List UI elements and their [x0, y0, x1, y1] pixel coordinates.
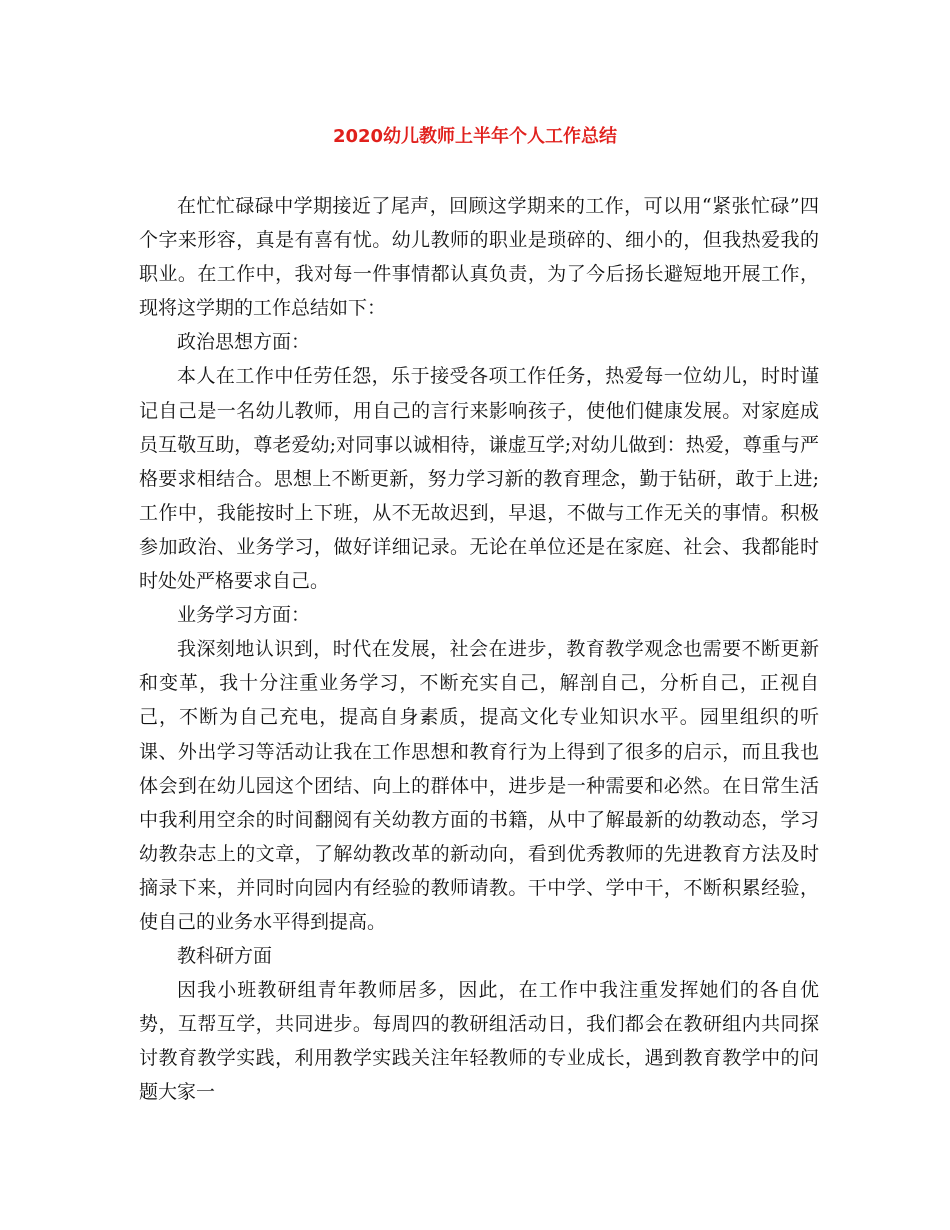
paragraph-professional-study: 我深刻地认识到，时代在发展，社会在进步，教育教学观念也需要不断更新和变革，我十分注重业务学习，不断充实自己，解剖自己，分析自己，正视自己，不断为自己充电，提高自身素质，提高文化专业知识水平。园里组织的听课、外出学习等活动让我在工作思想和教育行为上得到了很多的启示，而且我也体会到在幼儿园这个团结、向上的群体中，进步是一种需要和必然。在日常生活中我利用空余的时间翻阅有关幼教方面的书籍，从中了解最新的幼教动态，学习幼教杂志上的文章，了解幼教改革的新动向，看到优秀教师的先进教育方法及时摘录下来，并同时向园内有经验的教师请教。干中学、学中干，不断积累经验，使自己的业务水平得到提高。 [139, 638, 819, 933]
section-heading-political: 政治思想方面： [177, 331, 311, 354]
document-title: 2020幼儿教师上半年个人工作总结 [332, 126, 618, 147]
paragraph-intro: 在忙忙碌碌中学期接近了尾声，回顾这学期来的工作，可以用“紧张忙碌”四个字来形容，真是有喜有忧。幼儿教师的职业是琐碎的、细小的，但我热爱我的职业。在工作中，我对每一件事情都认真负责，为了今后扬长避短地开展工作，现将这学期的工作总结如下： [139, 195, 819, 320]
paragraph-research: 因我小班教研组青年教师居多，因此，在工作中我注重发挥她们的各自优势，互帮互学，共同进步。每周四的教研组活动日，我们都会在教研组内共同探讨教育教学实践，利用教学实践关注年轻教师的专业成长，遇到教育教学中的问题大家一 [139, 979, 819, 1104]
document-body [139, 189, 819, 1110]
paragraph-political: 本人在工作中任劳任怨，乐于接受各项工作任务，热爱每一位幼儿，时时谨记自己是一名幼儿教师，用自己的言行来影响孩子，使他们健康发展。对家庭成员互敬互助，尊老爱幼;对同事以诚相待，谦虚互学;对幼儿做到：热爱，尊重与严格要求相结合。思想上不断更新，努力学习新的教育理念，勤于钻研，敢于上进;工作中，我能按时上下班，从不无故迟到，早退，不做与工作无关的事情。积极参加政治、业务学习，做好详细记录。无论在单位还是在家庭、社会、我都能时时处处严格要求自己。 [139, 365, 819, 593]
section-heading-professional-study: 业务学习方面： [177, 604, 311, 627]
section-heading-research: 教科研方面 [177, 945, 273, 968]
